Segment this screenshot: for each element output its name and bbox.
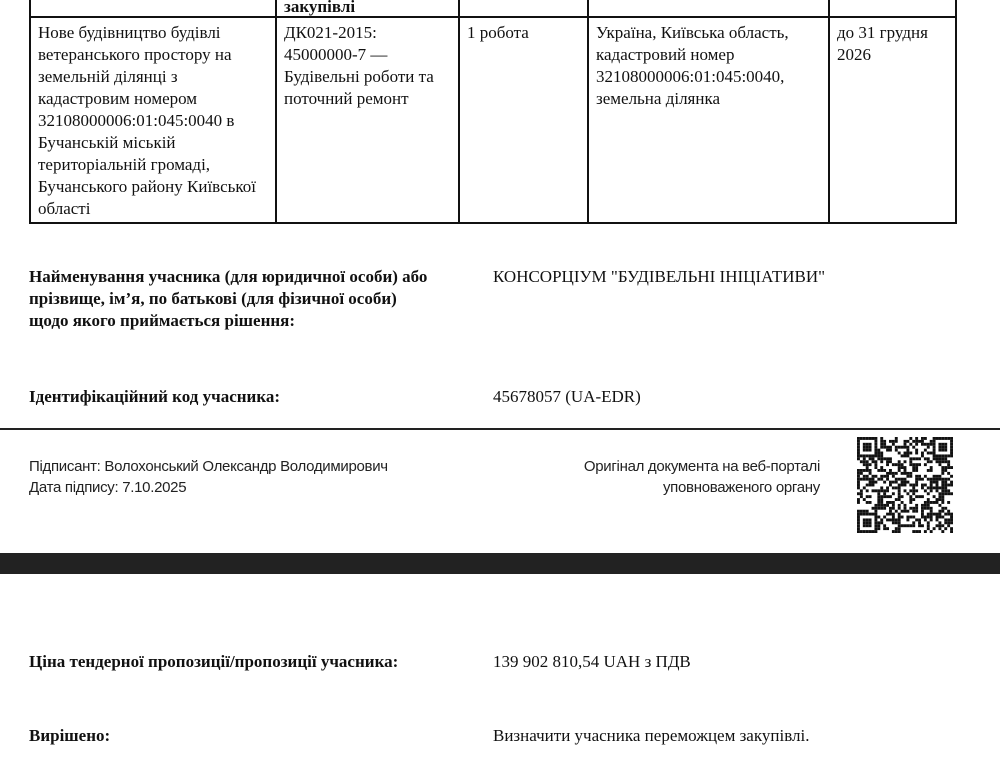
header-cell: закупівлі (276, 0, 459, 17)
original-note (584, 456, 820, 498)
subject-cell: Нове будівництво будівлі ветеранського простору на земельній ділянці з кадастровим номером 32108000006:01:045:0040 в Бучанській міській територіальній громаді, Бучанського району Київської області (30, 17, 276, 223)
qr-code-icon (857, 437, 953, 533)
page-break-band (0, 553, 1000, 574)
location-cell: Україна, Київська область, кадастровий номер 32108000006:01:045:0040, земельна ділянка (588, 17, 829, 223)
original-note-line2: уповноваженого органу (662, 479, 820, 496)
price-value: 139 902 810,54 UAH з ПДВ (493, 652, 691, 671)
procurement-table (29, 0, 957, 224)
decided-value: Визначити учасника переможцем закупівлі. (493, 726, 810, 745)
participant-code-label: Ідентифікаційний код учасника: (29, 387, 281, 406)
participant-name-label: Найменування учасника (для юридичної особи) або прізвище, ім’я, по батькові (для фізичної особи) щодо якого приймається рішення: (29, 267, 428, 330)
signer-name: Підписант: Волохонський Олександр Володимирович (29, 458, 388, 475)
sign-date: Дата підпису: 7.10.2025 (29, 479, 187, 496)
table-row (30, 17, 956, 223)
participant-code-value: 45678057 (UA-EDR) (493, 387, 641, 406)
decided-label: Вирішено: (29, 726, 111, 745)
participant-name-value: КОНСОРЦІУМ "БУДІВЕЛЬНІ ІНІЦІАТИВИ" (493, 267, 826, 286)
deadline-cell: до 31 грудня 2026 (829, 17, 956, 223)
table-header-row (30, 0, 956, 17)
classifier-cell: ДК021-2015: 45000000-7 — Будівельні роботи та поточний ремонт (276, 17, 459, 223)
quantity-cell: 1 робота (459, 17, 588, 223)
price-label: Ціна тендерної пропозиції/пропозиції учасника: (29, 652, 399, 671)
footer-divider (0, 428, 1000, 430)
signer-info (29, 456, 388, 498)
original-note-line1: Оригінал документа на веб-порталі (583, 458, 820, 475)
